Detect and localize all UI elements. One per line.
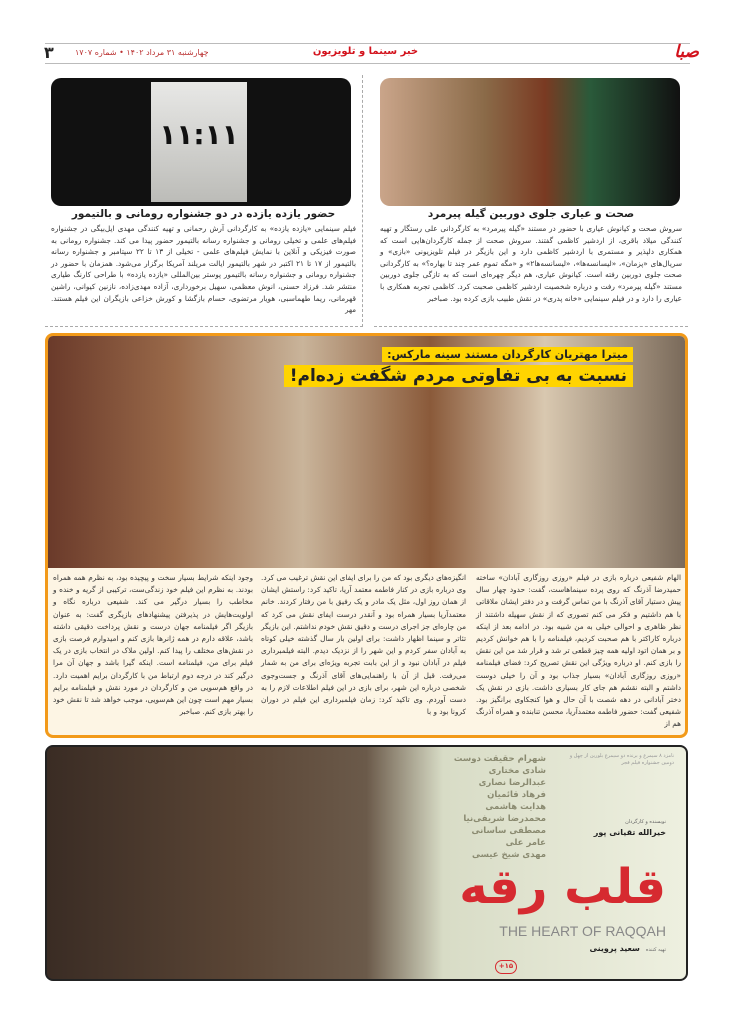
film-title-en: THE HEART OF RAQQAH (499, 923, 666, 939)
cast-name: هدایت هاشمی (485, 802, 546, 812)
feature-column-2: انگیزه‌های دیگری بود که من را برای ایفای این نقش ترغیب می کرد. وی درباره بازی در کنار فاطمه معتمد آریا، تاکید کرد: راستش ایشان از همان روز اول، مثل یک مادر و یک رفیق با من رفتار کردند. خانم معتمدآریا بسیار همراه بود و آنقدر درست ایفای نقش می کرد که من چاره‌ای جز اجرای درست و دقیق نقش خودم نداشتم. این بازیگر تئاتر و سینما اظهار داشت: برای اولین بار سال گذشته خیلی کوتاه به آبادان سفر کردم و این شهر را از نزدیک دیدم. البته فیلمبرداری فیلم در آبادان نبود و از این بابت تجربه ویژه‌ای برای من به شمار می‌رفت. قبل از آن با راهنمایی‌های آقای آذرنگ و جست‌وجوی شخصی درباره این شهر، برای بازی در این فیلم اطلاعات لازم را به دست آوردم. وی تاکید کرد: زمان فیلمبرداری این فیلم در دوران کرونا بود و با (261, 573, 466, 717)
cast-list (396, 753, 546, 861)
film-title-fa: قلب رقه (459, 859, 666, 915)
story-body: سروش صحت و کیانوش عیاری با حضور در مستند «گیله پیرمرد» به کارگردانی علی رستگار و تهیه کنندگی میلاد باقری، از اردشیر کاظمی گفتند. سروش صحت از جمله کارگردان‌هایی است که همکاری دلپذیر و مستمری با اردشیر کاظمی دارد و این بازیگر در فیلم تلویزیونی «بازی» و سریال‌های «پزمان»، «لیسانسه‌ها»، «لیسانسه‌ها۲» و «مگه تموم عمر چند تا بهاره؟» به کارگردانی صحت جلوی دوربین رفته است. کیانوش عیاری، هم دیگر چهره‌ای است که به تازگی جلوی دوربین مستند «گیله پیرمرد» رفت و درباره شخصیت اردشیر کاظمی صحبت کرد. کاظمی تجربه همکاری با عیاری را دارد و در فیلم سینمایی «خانه پدری» در نقش طبیب بازی کرده بود. صباخبر (380, 224, 682, 303)
festival-note: نامزد ۸ سیمرغ و برنده دو سیمرغ بلورین از چهل و دومین جشنواره فیلم فجر (569, 753, 674, 766)
poster-1111: ۱۱:۱۱ (151, 82, 247, 202)
issue-date: چهارشنبه ۳۱ مرداد ۱۴۰۲ • شماره ۱۷۰۷ (75, 48, 209, 57)
story-title: صحت و عیاری جلوی دوربین گیله پیرمرد (427, 208, 635, 220)
section-title: خبر سینما و تلویزیون (312, 46, 419, 57)
feature-kicker: میترا مهتریان کارگردان مستند سینه مارکس: (382, 347, 633, 362)
header-rule-top (45, 43, 690, 44)
producer-credit (590, 944, 667, 953)
cast-name: مهدی شیخ عیسی (472, 850, 546, 860)
photo-poster (51, 78, 351, 206)
director-name: خیرالله تقیانی پور (593, 828, 666, 837)
feature-column-1: الهام شفیعی درباره بازی در فیلم «روزی روزگاری آبادان» ساخته حمیدرضا آذرنگ که روی پرده سینماهاست، گفت: حدود چهار سال پیش دستیار آقای آذرنگ با من تماس گرفت و در دفتر ایشان ملاقاتی با هم داشتیم و فکر می کنم تصوری که از نقش سهیله داشتند از نظر ظاهری و احوالی خیلی به من شبیه بود. در ادامه بعد از اینکه درباره کاراکتر با هم صحبت کردیم، فیلمنامه را با هم خوانش کردیم و بر همان اتود اولیه همه چیز قطعی تر شد و قرار شد من این نقش را بازی کنم. او درباره ویژگی این نقش تصریح کرد: فضای فیلمنامه «روزی روزگاری آبادان» بسیار جذاب بود و آن را خیلی دوست داشتم و البته نقشم هم جای کار بسیاری داشت. بازی در نقش یک دختر آبادانی در دهه شصت با آن حال و هوا کنجکاوی برانگیز بود. شفیعی گفت: حضور فاطمه معتمدآریا، محسن تنابنده و همراه آذرنگ هم از (476, 573, 681, 729)
header-rule-bottom (45, 63, 690, 64)
producer-name: سعید پروینی (589, 944, 640, 953)
cast-name: فرهاد قائمیان (487, 790, 546, 800)
age-rating-badge: +۱۵ (495, 960, 517, 974)
cast-name: شادی مختاری (488, 766, 546, 776)
story-box-gileh (374, 75, 688, 327)
feature-title: نسبت به بی تفاوتی مردم شگفت زده‌ام! (284, 365, 633, 387)
newspaper-logo: صبا (674, 42, 699, 62)
feature-article (45, 333, 688, 738)
story-box-1111 (45, 75, 363, 327)
director-label: نویسنده و کارگردان (625, 819, 666, 825)
feature-column-3: وجود اینکه شرایط بسیار سخت و پیچیده بود، به نظرم همه همراه بودند. به نظرم این فیلم خود زندگی‌ست، ترکیبی از گریه و خنده و مخاطب را بسیار درگیر می کند. شفیعی درباره نگاه و اولویت‌هایش در پذیرفتن پیشنهادهای بازیگری گفت: به عنوان بازیگر اگر فیلمنامه جهان درست و نقش پرداخت دقیقی داشته باشد، علاقه دارم در همه ژانرها بازی کنم و امیدوارم فرصت بازی در نقش‌های مختلف را پیدا کنم. اولین ملاک در انتخاب بازی در یک فیلم برای من، فیلمنامه است. اینکه گیرا باشد و جهان آن مرا درگیر کند در درجه دوم ارتباط من با کارگردان برایم اهمیت دارد. در واقع هم‌سویی من و کارگردان در مورد نقش و فیلمنامه برایم بسیار مهم است چون این هم‌سویی، موجب خواهد شد تا نقش خود را بهتر بازی کنم. صباخبر (53, 573, 253, 717)
cast-name: عامر علی (505, 838, 546, 848)
feature-headline (284, 343, 633, 387)
story-title: حضور یازده یازده در دو جشنواره رومانی و بالتیمور (71, 208, 336, 220)
cast-name: عبدالرضا نصاری (478, 778, 546, 788)
story-body: فیلم سینمایی «یازده یازده» به کارگردانی آرش رحمانی و تهیه کنندگی مهدی ایل‌بیگی در جشنواره فیلم‌های علمی و تخیلی رومانی و جشنواره رسانه بالتیمور حضور پیدا می کند. جشنواره رومانی به صورت فیزیکی و آنلاین با نمایش فیلم‌های علمی - تخیلی از ۱۳ تا ۲۲ سپتامبر و جشنواره رسانه بالتیمور از ۱۷ تا ۲۱ اکتبر در شهر بالتیمور ایالت مریلند آمریکا برگزار می‌شود. همزمان با حضور در جشنواره رومانی و جشنواره رسانه بالتیمور پوستر بین‌المللی «یازده یازده» با طراحی کارنگ طیاری منتشر شد. فرزاد حسنی، انوش معظمی، سهیل برخورداری، آزاده مهدی‌زاده، نازنین کیوانی، راشین قهرمانی، ریما طهماسبی، هویار مرتضوی، حسام بازگشا و کورش خزاعی بازیگران این فیلم هستند. مهر (51, 224, 356, 315)
page-number: ۳ (44, 43, 54, 62)
film-poster-ad (45, 745, 688, 981)
producer-label: تهیه کننده (645, 947, 666, 953)
cast-name: شهرام حقیقت دوست (453, 754, 546, 764)
cast-name: محمدرضا شریفی‌نیا (463, 814, 546, 824)
cast-name: مصطفی ساسانی (471, 826, 546, 836)
photo-actors (380, 78, 680, 206)
